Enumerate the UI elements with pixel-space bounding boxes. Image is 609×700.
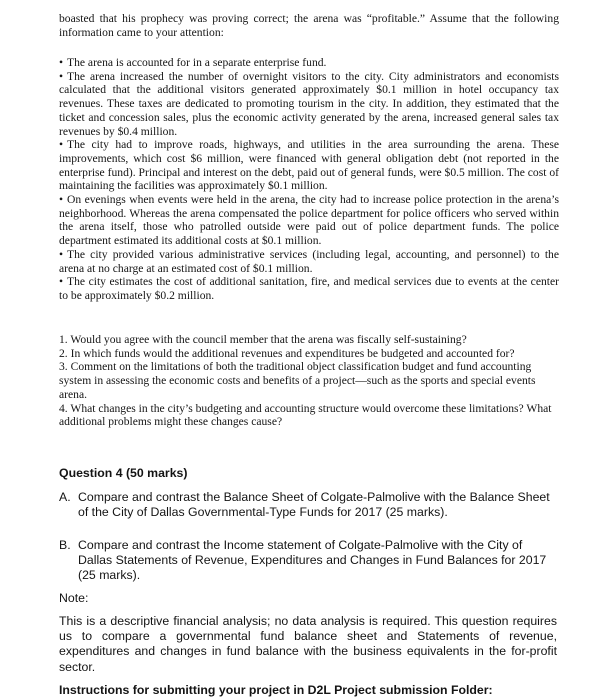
bullet-text: The arena is accounted for in a separate enterprise fund. [67,56,327,69]
bullet-item [59,193,559,248]
question-item: 2. In which funds would the additional revenues and expenditures be budgeted and accounted for? [59,346,515,360]
bullet-item [59,138,559,193]
question-item: 3. Comment on the limitations of both the traditional object classification budget and fund accounting system in assessing the economic costs and benefits of a project—such as the sports and special events arena. [59,360,536,401]
item-letter: B. [59,538,71,552]
bullet-item [59,275,559,302]
bullet-text: The arena increased the number of overnight visitors to the city. City administrators and economists calculated that the additional visitors generated approximately $0.1 million in hotel occupancy tax revenues. These taxes are dedicated to promoting tourism in the city. In addition, they estimated that the ticket and concession sales, plus the economic activity generated by the arena, increased general sales tax revenues by $0.4 million. [59,69,559,138]
bullet-text: The city had to improve roads, highways, and utilities in the area surrounding the arena. These improvements, which cost $6 million, were financed with general obligation debt (not reported in the enterprise fund). Principal and interest on the debt, paid out of general funds, were $0.5 million. The cost of maintaining the facilities was approximately $0.1 million. [59,138,559,193]
intro-paragraph: boasted that his prophecy was proving correct; the arena was “profitable.” Assume that the following information came to your attention: [59,12,559,39]
bullet-dot-icon: • [59,138,64,152]
bullet-text: The city estimates the cost of additional sanitation, fire, and medical services due to events at the center to be approximately $0.2 million. [59,275,559,302]
question-item: 1. Would you agree with the council member that the arena was fiscally self-sustaining? [59,333,467,346]
bullet-item [59,70,559,139]
bullet-dot-icon: • [59,56,64,69]
bullet-text: On evenings when events were held in the arena, the city had to increase police protection in the arena’s neighborhood. Whereas the arena compensated the police department for police officers who served within the arena itself, those who patrolled outside were paid out of police department funds. The police department estimated its additional costs at $0.1 million. [59,193,559,248]
question-list [59,333,559,429]
item-letter: A. [59,490,71,504]
question-item: 4. What changes in the city’s budgeting and accounting structure would overcome these limitations? What additional problems might these changes cause? [59,401,552,429]
bullet-item [59,248,559,275]
bullet-dot-icon: • [59,69,64,83]
question-4-item-b [59,538,554,584]
question-4-heading: Question 4 (50 marks) [59,466,188,480]
bullet-list [59,56,559,303]
instructions-heading: Instructions for submitting your project in D2L Project submission Folder: [59,683,493,697]
bullet-dot-icon: • [59,193,64,207]
note-body: This is a descriptive financial analysis; no data analysis is required. This question requires us to compare a governmental fund balance sheet and Statements of revenue, expenditures and changes in fund balance with the business equivalents in the for-profit sector. [59,614,557,674]
bullet-dot-icon: • [59,275,64,289]
bullet-dot-icon: • [59,247,64,261]
bullet-item [59,56,559,70]
item-text: Compare and contrast the Balance Sheet of Colgate-Palmolive with the Balance Sheet of the City of Dallas Governmental-Type Funds for 2017 (25 marks). [78,490,550,520]
bullet-text: The city provided various administrative services (including legal, accounting, and personnel) to the arena at no charge at an estimated cost of $0.1 million. [59,247,559,275]
note-label: Note: [59,591,89,605]
item-text: Compare and contrast the Income statement of Colgate-Palmolive with the City of Dallas Statements of Revenue, Expenditures and Changes in Fund Balances for 2017 (25 marks). [78,538,547,583]
question-4-item-a [59,490,554,520]
